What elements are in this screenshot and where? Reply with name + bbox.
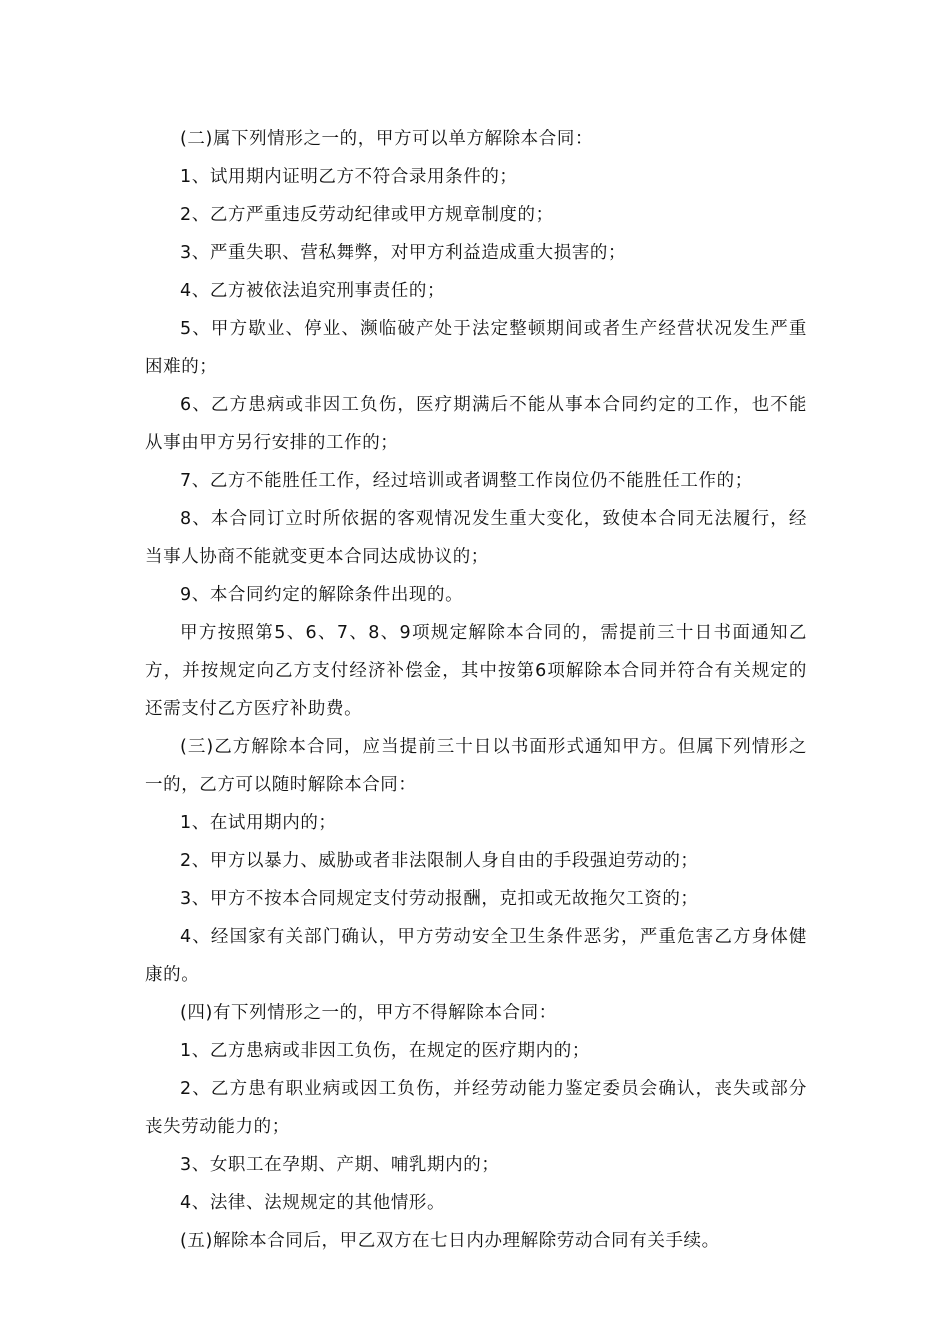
clause-item: 3、女职工在孕期、产期、哺乳期内的；: [180, 1155, 500, 1175]
clause-item: 1、乙方患病或非因工负伤，在规定的医疗期内的；: [180, 1041, 590, 1061]
clause-item: 2、乙方患有职业病或因工负伤，并经劳动能力鉴定委员会确认，丧失或部分丧失劳动能力的；: [145, 1079, 807, 1137]
clause-item: 3、甲方不按本合同规定支付劳动报酬，克扣或无故拖欠工资的；: [180, 889, 699, 909]
clause-item: 9、本合同约定的解除条件出现的。: [180, 585, 464, 605]
section-four-heading: (四)有下列情形之一的，甲方不得解除本合同：: [180, 1003, 557, 1023]
clause-item: 4、法律、法规规定的其他情形。: [180, 1193, 446, 1213]
clause-item: 1、试用期内证明乙方不符合录用条件的；: [180, 167, 518, 187]
clause-item: 4、乙方被依法追究刑事责任的；: [180, 281, 446, 301]
section-five-heading: (五)解除本合同后，甲乙双方在七日内办理解除劳动合同有关手续。: [180, 1231, 720, 1251]
clause-item: 7、乙方不能胜任工作，经过培训或者调整工作岗位仍不能胜任工作的；: [180, 471, 753, 491]
clause-item: 2、甲方以暴力、威胁或者非法限制人身自由的手段强迫劳动的；: [180, 851, 699, 871]
clause-item: 2、乙方严重违反劳动纪律或甲方规章制度的；: [180, 205, 554, 225]
clause-item: 3、严重失职、营私舞弊，对甲方利益造成重大损害的；: [180, 243, 627, 263]
section-two-heading: (二)属下列情形之一的，甲方可以单方解除本合同：: [180, 129, 594, 149]
notice-paragraph: 甲方按照第5、6、7、8、9项规定解除本合同的，需提前三十日书面通知乙方，并按规定向乙方支付经济补偿金，其中按第6项解除本合同并符合有关规定的还需支付乙方医疗补助费。: [145, 623, 807, 719]
clause-item: 6、乙方患病或非因工负伤，医疗期满后不能从事本合同约定的工作，也不能从事由甲方另行安排的工作的；: [145, 395, 807, 453]
clause-item: 4、经国家有关部门确认，甲方劳动安全卫生条件恶劣，严重危害乙方身体健康的。: [145, 927, 807, 985]
section-three-heading: (三)乙方解除本合同，应当提前三十日以书面形式通知甲方。但属下列情形之一的，乙方可以随时解除本合同：: [145, 737, 807, 795]
document-body: [145, 120, 807, 1260]
clause-item: 8、本合同订立时所依据的客观情况发生重大变化，致使本合同无法履行，经当事人协商不能就变更本合同达成协议的；: [145, 509, 807, 567]
clause-item: 1、在试用期内的；: [180, 813, 337, 833]
clause-item: 5、甲方歇业、停业、濒临破产处于法定整顿期间或者生产经营状况发生严重困难的；: [145, 319, 807, 377]
